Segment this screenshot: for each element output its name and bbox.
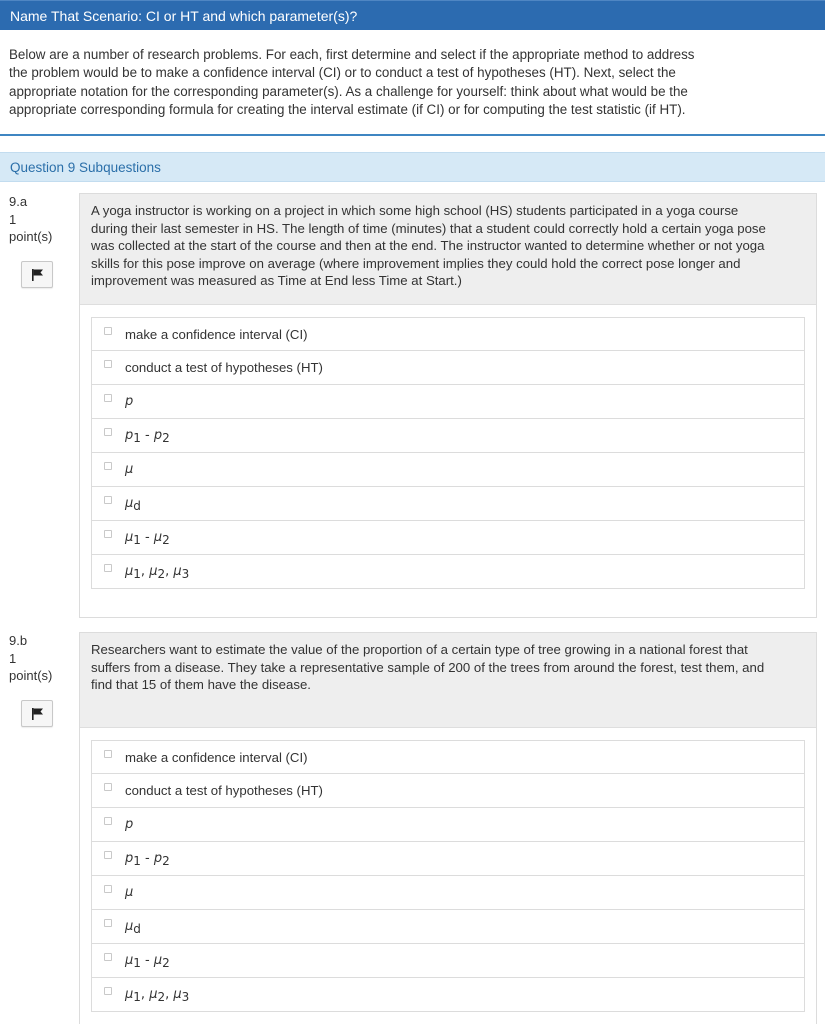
answer-options	[80, 728, 816, 1024]
intro-text: Below are a number of research problems. For each, first determine and select if the appropriate method to address the problem would be to make a confidence interval (CI) or to conduct a test of hypotheses (HT). Next, select the appropriate notation for the corresponding parameter(s). As a challenge for yourself: think about what would be the appropriate corresponding formula for creating the interval estimate (if CI) or for computing the test statistic (if HT).	[9, 47, 695, 117]
question-prompt: A yoga instructor is working on a project in which some high school (HS) students participated in a yoga course during their last semester in HS. The length of time (minutes) that a student could correctly hold a certain yoga pose was collected at the start of the course and then at the end. The instructor wanted to determine whether or not yoga skills for this pose improve on average (where improvement implies they could hold the correct pose longer and improvement was measured as Time at End less Time at Start.)	[80, 194, 816, 305]
option-mu[interactable]	[91, 453, 805, 487]
question-panel	[79, 632, 817, 1024]
option-mu[interactable]	[91, 876, 805, 910]
option-ci[interactable]	[91, 317, 805, 351]
option-p[interactable]	[91, 808, 805, 842]
answer-options	[80, 305, 816, 601]
subquestions-title: Question 9 Subquestions	[10, 160, 161, 175]
option-label: $\mu_1 - \mu_2$	[125, 953, 170, 970]
question-points-unit: point(s)	[9, 229, 53, 244]
option-label: $p_1 - p_2$	[125, 851, 170, 868]
option-mu1-minus-mu2[interactable]	[91, 521, 805, 555]
checkbox[interactable]	[104, 953, 112, 961]
checkbox[interactable]	[104, 530, 112, 538]
checkbox[interactable]	[104, 987, 112, 995]
flag-question-button[interactable]	[21, 700, 53, 727]
option-label: μ	[125, 885, 134, 900]
option-label: conduct a test of hypotheses (HT)	[125, 783, 323, 798]
checkbox[interactable]	[104, 851, 112, 859]
option-ht[interactable]	[91, 351, 805, 385]
subquestions-header	[0, 152, 825, 182]
option-label: $\mu_d$	[125, 496, 141, 513]
question-panel	[79, 193, 817, 618]
question-number: 9.a	[9, 194, 28, 209]
option-label: p	[125, 817, 134, 832]
checkbox[interactable]	[104, 783, 112, 791]
option-mu1-mu2-mu3[interactable]	[91, 978, 805, 1012]
option-mu1-mu2-mu3[interactable]	[91, 555, 805, 589]
question-points-unit: point(s)	[9, 668, 53, 683]
option-label: conduct a test of hypotheses (HT)	[125, 360, 323, 375]
option-label: $\mu_d$	[125, 919, 141, 936]
checkbox[interactable]	[104, 817, 112, 825]
option-label: make a confidence interval (CI)	[125, 327, 308, 342]
page-title: Name That Scenario: CI or HT and which parameter(s)?	[10, 8, 358, 24]
question-points: 1	[9, 211, 17, 227]
checkbox[interactable]	[104, 496, 112, 504]
option-mu1-minus-mu2[interactable]	[91, 944, 805, 978]
question-meta	[9, 632, 52, 685]
option-label: $\mu_1 - \mu_2$	[125, 530, 170, 547]
checkbox[interactable]	[104, 327, 112, 335]
option-label: make a confidence interval (CI)	[125, 750, 308, 765]
option-mu-d[interactable]	[91, 487, 805, 521]
checkbox[interactable]	[104, 428, 112, 436]
option-p1-minus-p2[interactable]	[91, 842, 805, 876]
option-label: $p_1 - p_2$	[125, 428, 170, 445]
checkbox[interactable]	[104, 564, 112, 572]
question-prompt: Researchers want to estimate the value of the proportion of a certain type of tree growing in a national forest that suffers from a disease. They take a representative sample of 200 of the trees from around the forest, test them, and find that 15 of them have the disease.	[80, 633, 816, 728]
checkbox[interactable]	[104, 750, 112, 758]
question-meta	[9, 193, 52, 246]
checkbox[interactable]	[104, 885, 112, 893]
question-points: 1	[9, 650, 17, 666]
option-ci[interactable]	[91, 740, 805, 774]
question-number: 9.b	[9, 633, 28, 648]
checkbox[interactable]	[104, 462, 112, 470]
divider	[0, 134, 825, 136]
option-label: $\mu_1$, $\mu_2$, $\mu_3$	[125, 987, 190, 1004]
checkbox[interactable]	[104, 394, 112, 402]
page-title-bar	[0, 0, 825, 30]
flag-question-button[interactable]	[21, 261, 53, 288]
flag-icon	[32, 269, 44, 281]
option-label: $\mu_1$, $\mu_2$, $\mu_3$	[125, 564, 190, 581]
option-label: p	[125, 394, 134, 409]
option-ht[interactable]	[91, 774, 805, 808]
option-p1-minus-p2[interactable]	[91, 419, 805, 453]
flag-icon	[32, 708, 44, 720]
checkbox[interactable]	[104, 919, 112, 927]
option-p[interactable]	[91, 385, 805, 419]
option-mu-d[interactable]	[91, 910, 805, 944]
checkbox[interactable]	[104, 360, 112, 368]
option-label: μ	[125, 462, 134, 477]
